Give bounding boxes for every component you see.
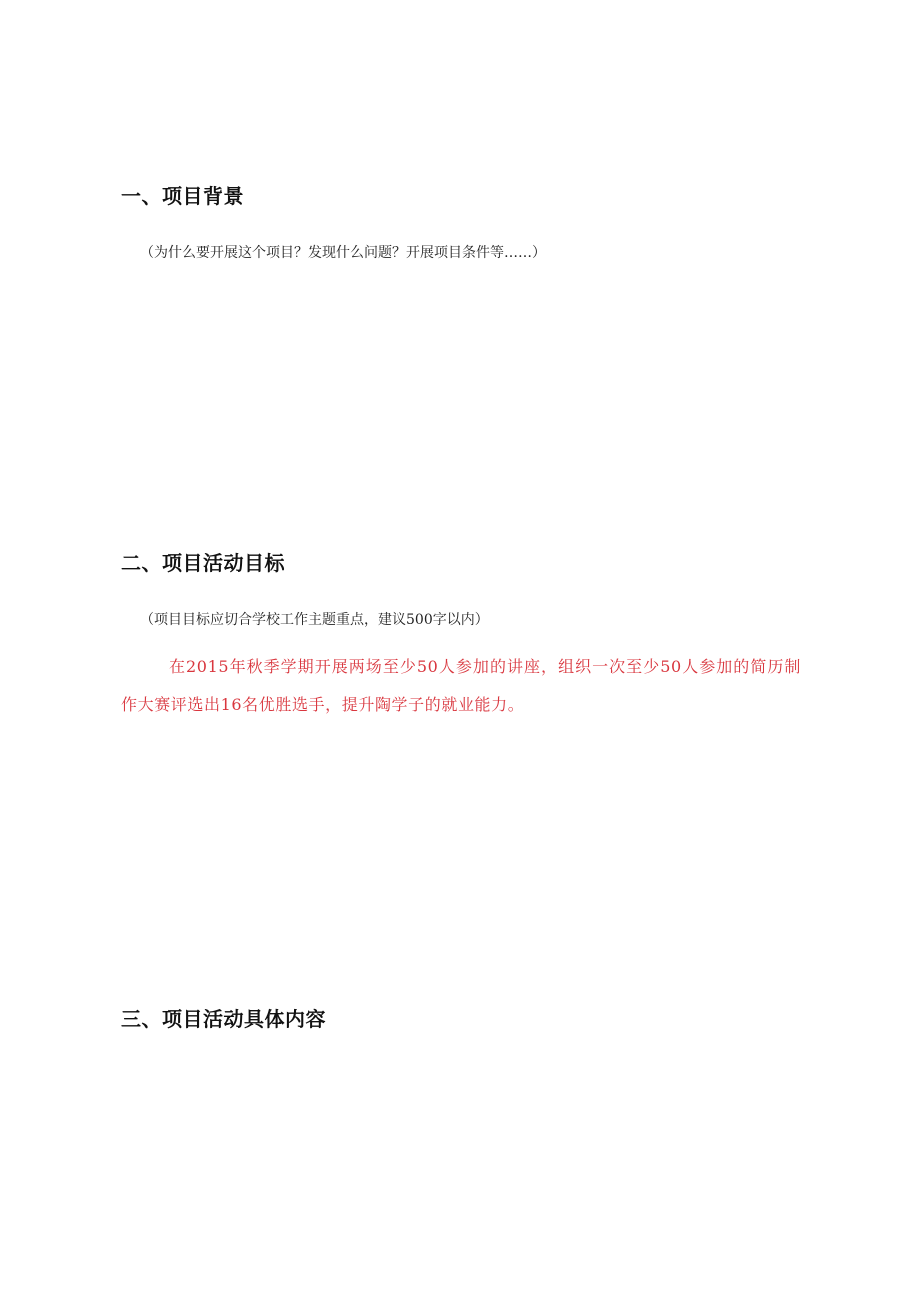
section-note-objectives: （项目目标应切合学校工作主题重点，建议500字以内）	[140, 612, 489, 628]
section-heading-background: 一、项目背景	[121, 184, 244, 208]
objectives-body-text: 在2015年秋季学期开展两场至少50人参加的讲座，组织一次至少50人参加的简历制作大赛评选出16名优胜选手，提升陶学子的就业能力。	[121, 657, 801, 714]
section-heading-content: 三、项目活动具体内容	[121, 1007, 326, 1031]
section-note-background: （为什么要开展这个项目？发现什么问题？开展项目条件等……）	[140, 245, 546, 261]
section-heading-objectives: 二、项目活动目标	[121, 551, 285, 575]
